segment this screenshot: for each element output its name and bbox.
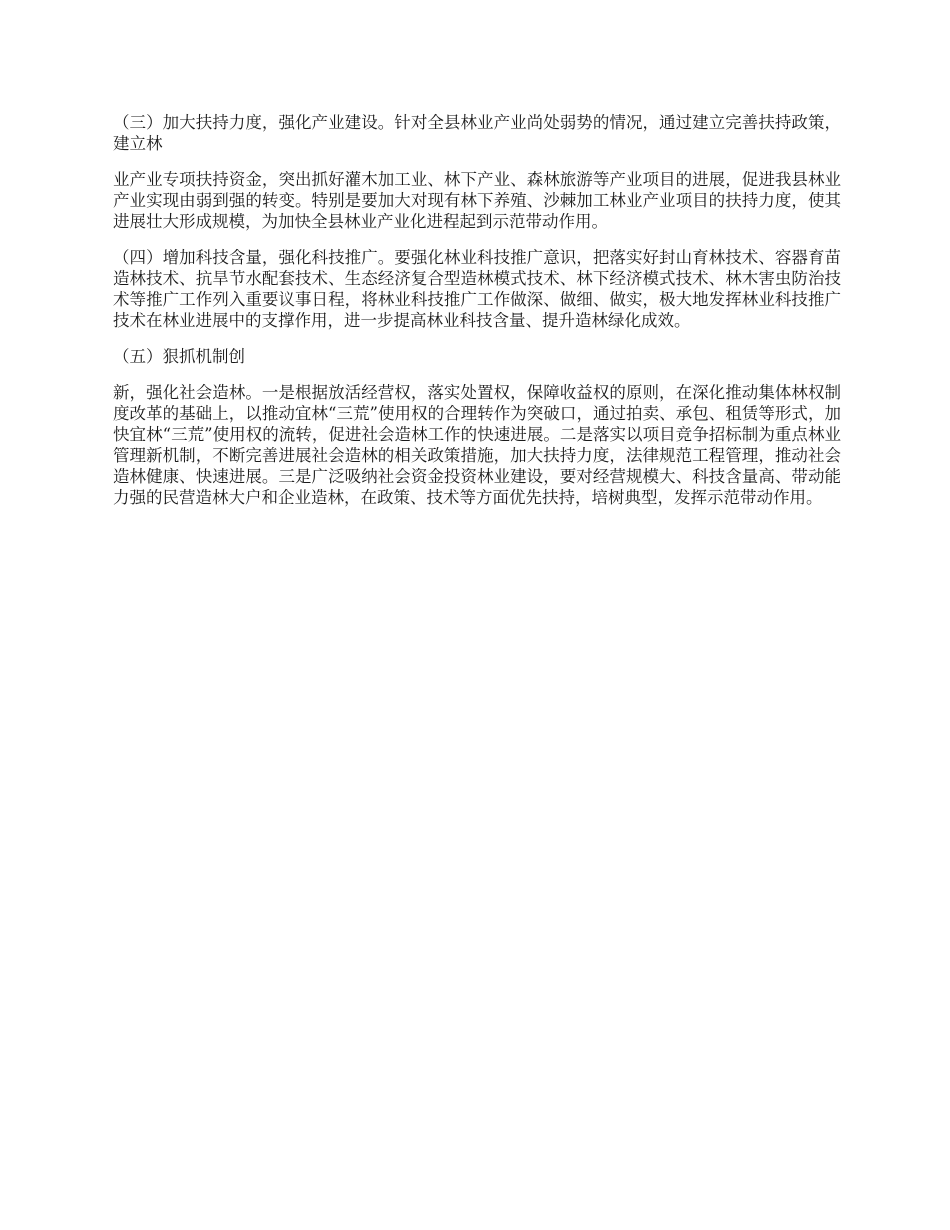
paragraph-section-5-heading: （五）狠抓机制创 bbox=[113, 347, 245, 366]
paragraph-section-3-body: 业产业专项扶持资金，突出抓好灌木加工业、林下产业、森林旅游等产业项目的进展，促进我县林业产业实现由弱到强的转变。特别是要加大对现有林下养殖、沙棘加工林业产业项目的扶持力度，使其进展壮大形成规模，为加快全县林业产业化进程起到示范带动作用。 bbox=[113, 170, 841, 231]
paragraph-section-5-body: 新，强化社会造林。一是根据放活经营权，落实处置权，保障收益权的原则，在深化推动集体林权制度改革的基础上，以推动宜林“三荒”使用权的合理转作为突破口，通过拍卖、承包、租赁等形式，加快宜林“三荒”使用权的流转，促进社会造林工作的快速进展。二是落实以项目竞争招标制为重点林业管理新机制，不断完善进展社会造林的相关政策措施，加大扶持力度，法律规范工程管理，推动社会造林健康、快速进展。三是广泛吸纳社会资金投资林业建设，要对经营规模大、科技含量高、带动能力强的民营造林大户和企业造林，在政策、技术等方面优先扶持，培树典型，发挥示范带动作用。 bbox=[113, 383, 841, 507]
paragraph-section-3-intro: （三）加大扶持力度，强化产业建设。针对全县林业产业尚处弱势的情况，通过建立完善扶持政策，建立林 bbox=[113, 113, 841, 153]
paragraph-section-4: （四）增加科技含量，强化科技推广。要强化林业科技推广意识，把落实好封山育林技术、容器育苗造林技术、抗旱节水配套技术、生态经济复合型造林模式技术、林下经济模式技术、林木害虫防治技术等推广工作列入重要议事日程，将林业科技推广工作做深、做细、做实，极大地发挥林业科技推广技术在林业进展中的支撑作用，进一步提高林业科技含量、提升造林绿化成效。 bbox=[113, 248, 841, 330]
document-body bbox=[113, 112, 841, 523]
